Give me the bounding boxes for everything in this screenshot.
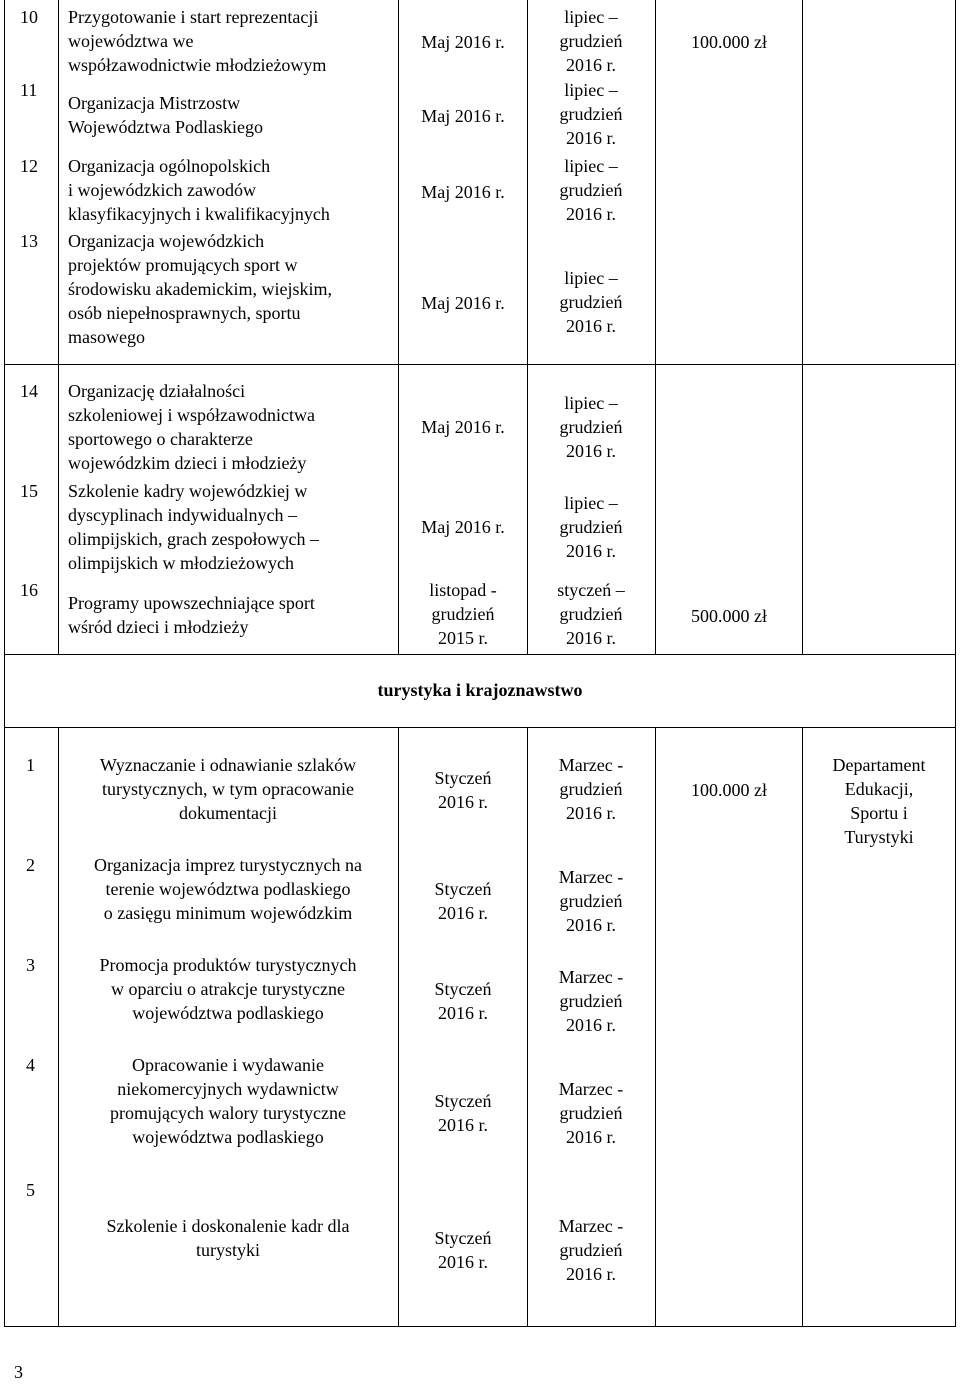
end-date: lipiec – grudzień 2016 r. [559,7,623,75]
end-date: Marzec - grudzień 2016 r. [558,967,624,1035]
task-description: Wyznaczanie i odnawianie szlaków turystycznych, w tym opracowanie dokumentacji [99,755,357,823]
start-date: Styczeń 2016 r. [434,979,492,1023]
row-divider [4,654,956,655]
row-number: 14 [20,381,38,401]
row-number: 12 [20,156,38,176]
end-date: Marzec - grudzień 2016 r. [558,867,624,935]
col-divider-task [398,727,399,1326]
row-number: 10 [20,7,38,27]
start-date: listopad - grudzień 2015 r. [429,580,497,648]
start-date: Styczeń 2016 r. [434,1091,492,1135]
col-divider-budget [802,727,803,1326]
col-divider-number [58,727,59,1326]
task-description: Szkolenie kadry wojewódzkiej w dyscyplinach indywidualnych – olimpijskich, grach zespołowych – olimpijskich w młodzieżowych [68,481,319,573]
end-date: Marzec - grudzień 2016 r. [558,755,624,823]
task-description: Organizacja imprez turystycznych na terenie województwa podlaskiego o zasięgu minimum wojewódzkim [93,855,363,923]
task-description: Promocja produktów turystycznych w oparciu o atrakcje turystyczne województwa podlaskiego [99,955,357,1023]
end-date: lipiec – grudzień 2016 r. [559,268,623,336]
table-border-left [4,0,5,1326]
end-date: lipiec – grudzień 2016 r. [559,80,623,148]
task-description: Przygotowanie i start reprezentacji województwa we współzawodnictwie młodzieżowym [68,7,327,75]
row-number: 1 [26,755,35,775]
start-date: Maj 2016 r. [421,293,505,313]
start-date: Styczeń 2016 r. [434,1228,492,1272]
row-divider [4,364,956,365]
row-number: 15 [20,481,38,501]
budget-amount: 100.000 zł [691,32,767,52]
task-description: Programy upowszechniające sport wśród dzieci i młodzieży [68,593,315,637]
end-date: Marzec - grudzień 2016 r. [558,1216,624,1284]
col-divider-task [398,0,399,654]
task-description: Organizacja Mistrzostw Województwa Podlaskiego [68,93,264,137]
row-number: 13 [20,231,38,251]
start-date: Maj 2016 r. [421,32,505,52]
start-date: Maj 2016 r. [421,106,505,126]
row-number: 3 [26,955,35,975]
col-divider-start [527,727,528,1326]
task-description: Organizacja ogólnopolskich i wojewódzkich zawodów klasyfikacyjnych i kwalifikacyjnych [68,156,330,224]
col-divider-end [655,727,656,1326]
responsible-department: Departament Edukacji, Sportu i Turystyki [832,755,926,847]
start-date: Styczeń 2016 r. [434,768,492,812]
task-description: Szkolenie i doskonalenie kadr dla turystyki [106,1216,350,1260]
start-date: Maj 2016 r. [421,182,505,202]
end-date: Marzec - grudzień 2016 r. [558,1079,624,1147]
page-number: 3 [14,1362,23,1382]
table-border-right [955,0,956,1326]
end-date: lipiec – grudzień 2016 r. [559,393,623,461]
budget-amount: 500.000 zł [691,606,767,626]
start-date: Maj 2016 r. [421,417,505,437]
end-date: styczeń – grudzień 2016 r. [557,580,625,648]
row-number: 16 [20,580,38,600]
start-date: Maj 2016 r. [421,517,505,537]
row-divider [4,727,956,728]
col-divider-end [655,0,656,654]
budget-amount: 100.000 zł [691,780,767,800]
end-date: lipiec – grudzień 2016 r. [559,156,623,224]
task-description: Organizację działalności szkoleniowej i współzawodnictwa sportowego o charakterze wojewódzkim dzieci i młodzieży [68,381,315,473]
row-number: 5 [26,1180,35,1200]
task-description: Organizacja wojewódzkich projektów promujących sport w środowisku akademickim, wiejskim, osób niepełnosprawnych, sportu masowego [68,231,332,347]
start-date: Styczeń 2016 r. [434,879,492,923]
section-heading: turystyka i krajoznawstwo [377,680,583,700]
task-description: Opracowanie i wydawanie niekomercyjnych wydawnictw promujących walory turystyczne województwa podlaskiego [110,1055,346,1147]
end-date: lipiec – grudzień 2016 r. [559,493,623,561]
row-number: 11 [20,80,38,100]
col-divider-budget [802,0,803,654]
row-number: 4 [26,1055,35,1075]
row-number: 2 [26,855,35,875]
col-divider-number [58,0,59,654]
col-divider-start [527,0,528,654]
table-border-bottom [4,1326,956,1327]
